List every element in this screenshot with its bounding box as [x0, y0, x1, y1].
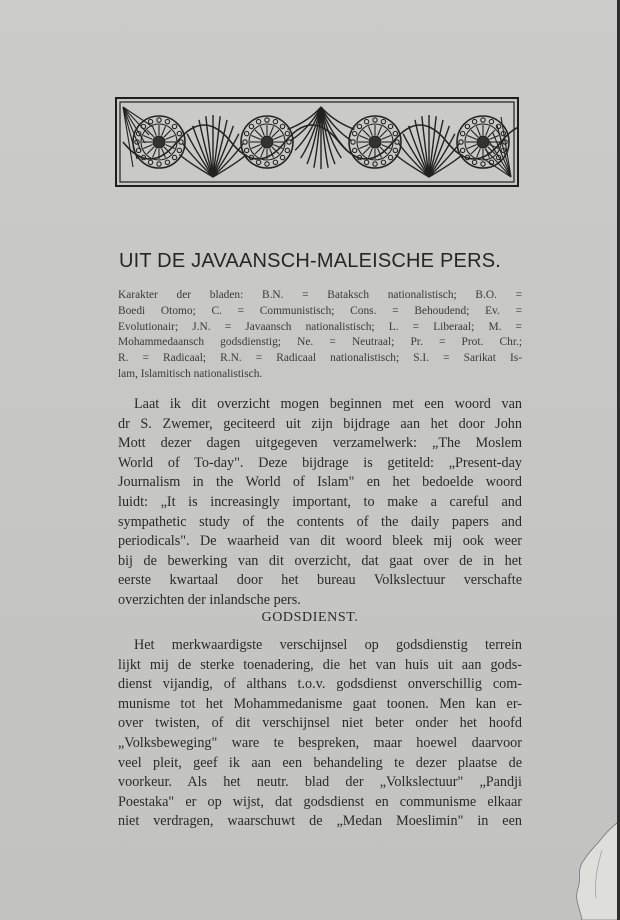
- paragraph-line: dienst vijandig, of althans t.o.v. godsdienst onverschillig com-: [118, 676, 522, 693]
- paragraph-line: voorkeur. Als het neutr. blad der „Volkslectuur" „Pandji: [118, 774, 522, 791]
- paragraph-line: over twisten, of dit verschijnsel niet beter onder het hoofd: [118, 715, 522, 732]
- legend-line: Karakter der bladen: B.N. = Bataksch nationalistisch; B.O. =: [118, 289, 522, 301]
- paragraph-line: periodicals". De waarheid van dit woord bleek mij ook weer: [118, 533, 522, 550]
- paragraph-line: Mott dezer dagen uitgegeven verzamelwerk: „The Moslem: [118, 435, 522, 452]
- religion-paragraph: [118, 636, 522, 832]
- paragraph-line: Journalism in the World of Islam" en het bedoelde woord: [118, 474, 522, 491]
- paragraph-line: lijkt mij de sterke toenadering, die het van huis uit aan gods-: [118, 656, 522, 673]
- legend-line: lam, Islamitisch nationalistisch.: [118, 367, 263, 380]
- paragraph-line: sympathetic study of the contents of the daily papers and: [118, 513, 522, 530]
- intro-paragraph: [118, 395, 522, 611]
- paragraph-line: Laat ik dit overzicht mogen beginnen met een woord van: [134, 396, 522, 412]
- paragraph-line: bij de bewerking van dit overzicht, dat gaat over de in het: [118, 552, 522, 569]
- paragraph-line: overzichten der inlandsche pers.: [118, 591, 301, 608]
- section-heading: GODSDIENST.: [261, 610, 359, 625]
- paragraph-line: eerste kwartaal door het bureau Volkslectuur verschafte: [118, 572, 522, 589]
- legend-line: Boedi Otomo; C. = Communistisch; Cons. = Behoudend; Ev. =: [118, 304, 522, 317]
- paragraph-line: munisme tot het Mohammedanisme gaat toonen. Men kan er-: [118, 695, 522, 712]
- paragraph-line: Het merkwaardigste verschijnsel op godsdienstig terrein: [134, 637, 522, 653]
- paragraph-line: veel pleit, geef ik aan een behandeling te dezer plaatse de: [118, 754, 522, 771]
- legend-line: Evolutionair; J.N. = Javaansch nationalistisch; L. = Liberaal; M. =: [118, 320, 522, 333]
- paragraph-line: Poestaka" er op wijst, dat godsdienst en communisme elkaar: [118, 793, 522, 810]
- paragraph-line: „Volksbeweging" ware te bespreken, maar hoewel daarvoor: [118, 734, 522, 751]
- abbreviation-legend: [118, 288, 522, 383]
- paragraph-line: luidt: „It is increasingly important, to make a careful and: [118, 493, 522, 510]
- paragraph-line: World of To-day". Deze bijdrage is getiteld: „Present-day: [118, 454, 522, 471]
- page-title: UIT DE JAVAANSCH-MALEISCHE PERS.: [118, 250, 502, 272]
- legend-line: Mohammedaansch godsdienstig; Ne. = Neutraal; Pr. = Prot. Chr.;: [118, 336, 522, 349]
- paragraph-line: dr S. Zwemer, geciteerd uit zijn bijdrage aan het door John: [118, 415, 522, 432]
- ornament-frieze: [115, 97, 519, 187]
- legend-line: R. = Radicaal; R.N. = Radicaal nationalistisch; S.I. = Sarikat Is-: [118, 352, 522, 365]
- torn-corner: [572, 820, 620, 920]
- paragraph-line: niet verdragen, waarschuwt de „Medan Moeslimin" in een: [118, 813, 522, 830]
